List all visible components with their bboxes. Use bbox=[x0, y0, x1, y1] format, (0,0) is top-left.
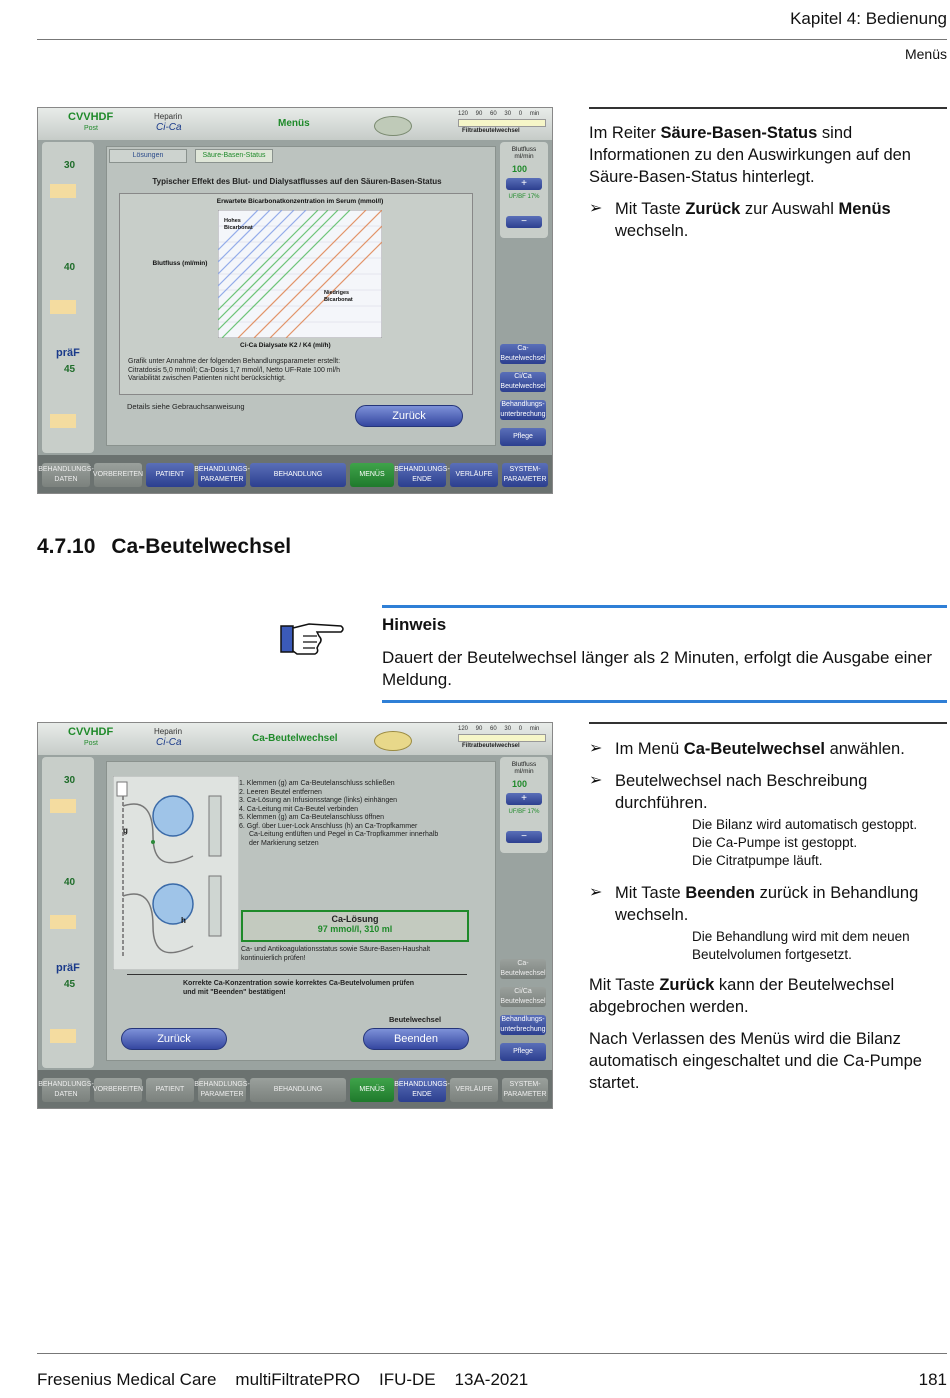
left-value-2b: 40 bbox=[64, 877, 76, 888]
uf-ratio-2: UF/BF 17% bbox=[508, 809, 540, 815]
label-g: g bbox=[123, 826, 128, 835]
left-status-column-2 bbox=[42, 757, 94, 1068]
chapter-header: Kapitel 4: Bedienung bbox=[790, 9, 947, 28]
nav-treatment-end-2[interactable]: BEHANDLUNGS-ENDE bbox=[398, 1078, 446, 1102]
details-text: Details siehe Gebrauchsanweisung bbox=[127, 402, 245, 411]
ca-solution-box bbox=[241, 910, 469, 942]
chart-label-low: Niedriges Bicarbonat bbox=[324, 290, 353, 303]
side-button-cica-bag[interactable]: Ci/Ca Beutelwechsel bbox=[500, 373, 546, 390]
screen2-top-bar bbox=[38, 723, 552, 755]
side-button-interruption-2[interactable]: Behandlungs-unterbrechung bbox=[500, 1016, 546, 1033]
chart-title: Erwartete Bicarbonatkonzentration im Serum (mmol/l) bbox=[216, 198, 384, 205]
bag-icon-1b bbox=[50, 799, 76, 813]
nav-menus[interactable]: MENÜS bbox=[350, 463, 394, 487]
nav-treatment-end[interactable]: BEHANDLUNGS-ENDE bbox=[398, 463, 446, 487]
side-button-care[interactable]: Pflege bbox=[500, 428, 546, 446]
nav-treatment[interactable]: BEHANDLUNG bbox=[250, 463, 346, 487]
left-value-3: 45 bbox=[64, 364, 76, 375]
step-6: 6. Ggf. über Luer-Lock Anschluss (h) an Ca-Tropfkammer bbox=[239, 822, 418, 830]
mode-sub: Post bbox=[84, 125, 99, 132]
para1 bbox=[589, 122, 947, 242]
nav-treatment-params[interactable]: BEHANDLUNGS-PARAMETER bbox=[198, 463, 246, 487]
chart-frame bbox=[119, 193, 473, 395]
step-5: 5. Klemmen (g) am Ca-Beutelanschluss öffnen bbox=[239, 814, 384, 821]
nav-treatment-2[interactable]: BEHANDLUNG bbox=[250, 1078, 346, 1102]
left-value-1b: 30 bbox=[64, 775, 76, 786]
left-value-2: 40 bbox=[64, 262, 76, 273]
screen-top-bar bbox=[38, 108, 552, 140]
tab-acid-base[interactable]: Säure-Basen-Status bbox=[195, 149, 273, 163]
step-bullet-3: ➢ Mit Taste Beenden zurück in Behandlung wechseln. bbox=[589, 884, 919, 924]
bloodflow-value: 100 bbox=[512, 164, 528, 174]
step-2: 2. Leeren Beutel entfernen bbox=[239, 788, 322, 796]
step-4: 4. Ca-Leitung mit Ca-Beutel verbinden bbox=[239, 805, 359, 813]
bag-icon-2b bbox=[50, 915, 76, 929]
pointing-hand-icon bbox=[279, 618, 347, 660]
nav-treatment-data-2[interactable]: BEHANDLUNGS-DATEN bbox=[42, 1078, 90, 1102]
uf-ratio: UF/BF 17% bbox=[508, 194, 540, 200]
bloodflow-plus-button-2[interactable]: + bbox=[506, 793, 542, 805]
timeline-bar bbox=[458, 119, 546, 127]
chart-note: Grafik unter Annahme der folgenden Behandlungsparameter erstellt: Citratdosis 5,0 mmol/l; Ca-Dosis 1,7 mmol/l, Netto UF-Rate 100 ml/h Variabilität zwischen Patienten nicht berücksichtigt. bbox=[128, 358, 341, 382]
bloodflow-title-2: Blutfluss ml/min bbox=[511, 761, 537, 775]
back-button[interactable]: Zurück bbox=[355, 405, 463, 427]
timeline-ticks: 120 90 60 30 0 min bbox=[458, 111, 540, 117]
arrow-icon: ➢ bbox=[589, 200, 603, 217]
arrow-icon: ➢ bbox=[589, 772, 603, 789]
step-bullet-2: ➢ Beutelwechsel nach Beschreibung durchführen. bbox=[589, 772, 868, 812]
panel-title: Typischer Effekt des Blut- und Dialysatflusses auf den Säuren-Basen-Status bbox=[152, 177, 442, 186]
bag-icon-3b bbox=[50, 1029, 76, 1043]
step-2-result-1: Die Bilanz wird automatisch gestoppt. bbox=[692, 817, 918, 832]
screen2-title: Ca-Beutelwechsel bbox=[252, 733, 338, 744]
page-number: 181 bbox=[918, 1370, 947, 1389]
status-note: Ca- und Antikoagulationsstatus sowie Säure-Basen-Haushalt kontinuierlich prüfen! bbox=[241, 946, 431, 962]
left-value-1: 30 bbox=[64, 160, 76, 171]
side-button-interruption[interactable]: Behandlungs-unterbrechung bbox=[500, 401, 546, 418]
right-bloodflow-column-2 bbox=[500, 757, 548, 853]
hint-top-rule bbox=[382, 605, 947, 608]
steps-list bbox=[239, 780, 479, 848]
screen-title: Menüs bbox=[278, 118, 310, 129]
step-6-cont-1: Ca-Leitung entlüften und Pegel in Ca-Tropfkammer innerhalb bbox=[249, 831, 439, 838]
machine-diagram bbox=[113, 776, 239, 970]
step-3-result: Die Behandlung wird mit dem neuen Beutelvolumen fortgesetzt. bbox=[692, 929, 910, 962]
balance-icon-2 bbox=[374, 731, 412, 751]
bloodflow-value-2: 100 bbox=[512, 779, 528, 789]
panel-divider bbox=[127, 974, 467, 975]
anticoag-label: Heparin bbox=[154, 112, 183, 121]
bag-change-label: Beutelwechsel bbox=[389, 1015, 442, 1024]
arrow-icon: ➢ bbox=[589, 740, 603, 757]
para1-bullet: ➢ Mit Taste Zurück zur Auswahl Menüs wechseln. bbox=[589, 200, 891, 240]
side-button-care-2[interactable]: Pflege bbox=[500, 1043, 546, 1061]
bag-icon-3 bbox=[50, 414, 76, 428]
nav-treatment-data[interactable]: BEHANDLUNGS-DATEN bbox=[42, 463, 90, 487]
timeline-label: Filtratbeutelwechsel bbox=[462, 128, 520, 134]
step-2-result-2: Die Ca-Pumpe ist gestoppt. bbox=[692, 835, 858, 850]
mode-label-2: CVVHDF bbox=[68, 726, 114, 738]
para1-rule bbox=[589, 107, 947, 109]
nav-history-2[interactable]: VERLÄUFE bbox=[450, 1078, 498, 1102]
label-h: h bbox=[181, 916, 186, 925]
bloodflow-minus-button[interactable]: − bbox=[506, 216, 542, 228]
end-button[interactable]: Beenden bbox=[363, 1028, 469, 1050]
chart-xlabel: Ci-Ca Dialysate K2 / K4 (ml/h) bbox=[240, 342, 331, 349]
bloodflow-title: Blutfluss ml/min bbox=[511, 146, 537, 160]
cica-logo: Ci-Ca bbox=[156, 122, 182, 133]
exit-para: Nach Verlassen des Menüs wird die Bilanz automatisch eingeschaltet und die Ca-Pumpe startet. bbox=[589, 1030, 922, 1092]
timeline-bar-2 bbox=[458, 734, 546, 742]
hint-bottom-rule bbox=[382, 700, 947, 703]
confirm-text: Korrekte Ca-Konzentration sowie korrektes Ca-Beutelvolumen prüfen und mit "Beenden" bestätigen! bbox=[183, 980, 415, 996]
pref-label: präF bbox=[56, 347, 80, 359]
right-bloodflow-column bbox=[500, 142, 548, 238]
timeline-label-2: Filtratbeutelwechsel bbox=[462, 743, 520, 749]
chart-label-high: Hohes Bicarbonat bbox=[224, 218, 253, 231]
tab-solutions[interactable]: Lösungen bbox=[109, 149, 187, 163]
balance-icon bbox=[374, 116, 412, 136]
side-button-cica-bag-2[interactable]: Ci/Ca Beutelwechsel bbox=[500, 988, 546, 1005]
step-2-result-3: Die Citratpumpe läuft. bbox=[692, 853, 823, 868]
steps-text bbox=[589, 738, 947, 1094]
bag-icon-1 bbox=[50, 184, 76, 198]
timeline-ticks-2: 120 90 60 30 0 min bbox=[458, 726, 540, 732]
nav-system-params[interactable]: SYSTEM-PARAMETER bbox=[502, 463, 548, 487]
ca-panel bbox=[106, 761, 496, 1061]
main-panel bbox=[106, 146, 496, 446]
left-status-column bbox=[42, 142, 94, 453]
side-button-ca-bag-2[interactable]: Ca-Beutelwechsel bbox=[500, 960, 546, 977]
pref-label-2: präF bbox=[56, 962, 80, 974]
section-heading: 4.7.10 Ca-Beutelwechsel bbox=[37, 535, 292, 558]
screenshot-ca-bag-change bbox=[37, 722, 553, 1109]
bag-icon-2 bbox=[50, 300, 76, 314]
footer-text: Fresenius Medical Care multiFiltratePRO IFU-DE 13A-2021 bbox=[37, 1370, 529, 1389]
ca-solution-value: 97 mmol/l, 310 ml bbox=[317, 924, 393, 934]
bottom-nav bbox=[38, 455, 552, 493]
step-3: 3. Ca-Lösung an Infusionsstange (links) einhängen bbox=[239, 797, 397, 804]
cica-logo-2: Ci-Ca bbox=[156, 737, 182, 748]
ca-solution-title: Ca-Lösung bbox=[331, 914, 379, 924]
mode-label: CVVHDF bbox=[68, 111, 114, 123]
cancel-para: Mit Taste Zurück kann der Beutelwechsel abgebrochen werden. bbox=[589, 976, 895, 1016]
bloodflow-plus-button[interactable]: + bbox=[506, 178, 542, 190]
back-button-2[interactable]: Zurück bbox=[121, 1028, 227, 1050]
nav-prepare[interactable]: VORBEREITEN bbox=[94, 463, 142, 487]
hint-text: Dauert der Beutelwechsel länger als 2 Minuten, erfolgt die Ausgabe einer Meldung. bbox=[382, 648, 933, 689]
nav-patient-2[interactable]: PATIENT bbox=[146, 1078, 194, 1102]
chart-ylabel: Blutfluss (ml/min) bbox=[152, 260, 208, 267]
steps-rule bbox=[589, 722, 947, 724]
nav-patient[interactable]: PATIENT bbox=[146, 463, 194, 487]
hint-title: Hinweis bbox=[382, 615, 447, 634]
step-1: 1. Klemmen (g) am Ca-Beutelanschluss schließen bbox=[239, 780, 395, 787]
bloodflow-minus-button-2[interactable]: − bbox=[506, 831, 542, 843]
para1-text: Im Reiter Säure-Basen-Status sind Informationen zu den Auswirkungen auf den Säure-Basen-Status hinterlegt. bbox=[589, 124, 911, 186]
step-bullet-1: ➢ Im Menü Ca-Beutelwechsel anwählen. bbox=[589, 740, 905, 758]
screenshot-menus bbox=[37, 107, 553, 494]
mode-sub-2: Post bbox=[84, 740, 99, 747]
nav-treatment-params-2[interactable]: BEHANDLUNGS-PARAMETER bbox=[198, 1078, 246, 1102]
side-button-ca-bag[interactable]: Ca-Beutelwechsel bbox=[500, 345, 546, 362]
section-header: Menüs bbox=[904, 46, 947, 62]
arrow-icon: ➢ bbox=[589, 884, 603, 901]
step-6-cont-2: der Markierung setzen bbox=[249, 839, 319, 847]
nav-system-params-2[interactable]: SYSTEM-PARAMETER bbox=[502, 1078, 548, 1102]
left-value-3b: 45 bbox=[64, 979, 76, 990]
nav-prepare-2[interactable]: VORBEREITEN bbox=[94, 1078, 142, 1102]
header-rule bbox=[37, 39, 947, 40]
anticoag-label-2: Heparin bbox=[154, 727, 183, 736]
nav-history[interactable]: VERLÄUFE bbox=[450, 463, 498, 487]
footer-rule bbox=[37, 1353, 947, 1354]
nav-menus-2[interactable]: MENÜS bbox=[350, 1078, 394, 1102]
bottom-nav-2 bbox=[38, 1070, 552, 1108]
